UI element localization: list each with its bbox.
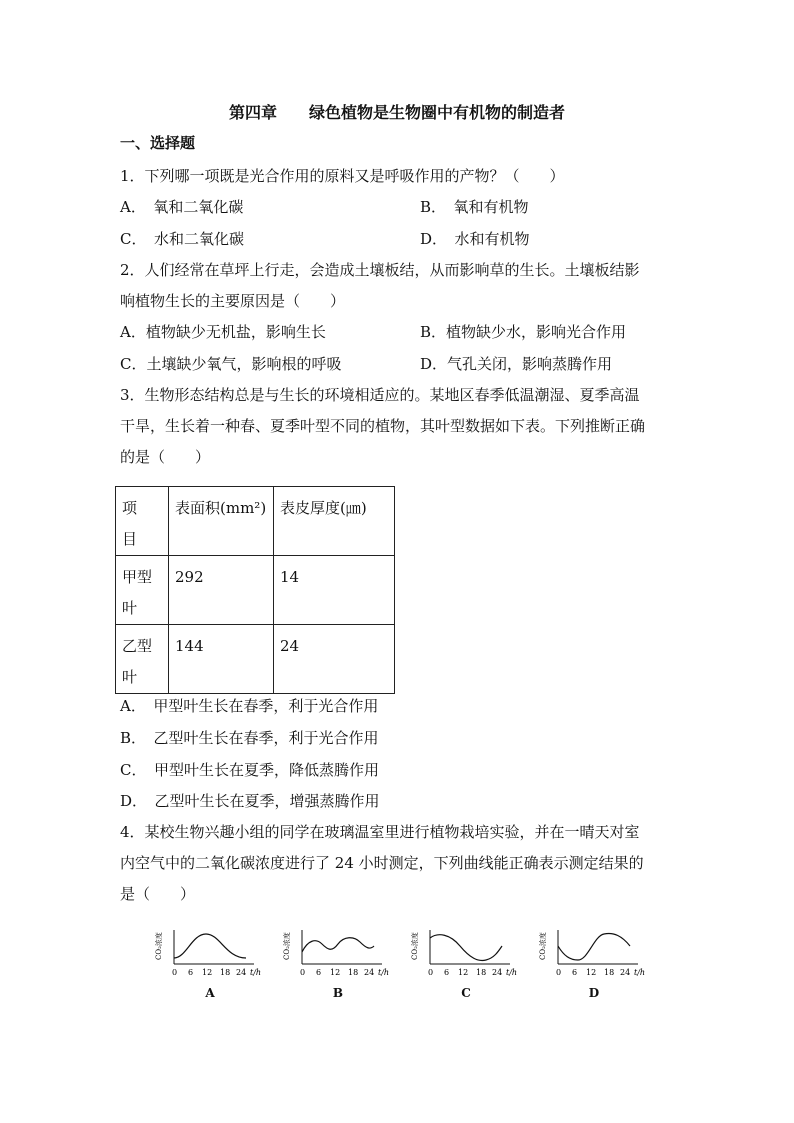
co2-graph-options (150, 922, 650, 1006)
q3-option-b[interactable]: B． 乙型叶生长在春季，利于光合作用 (120, 729, 379, 747)
row-label-part2: 叶 (122, 599, 138, 617)
graph-d-tick: 24 (620, 968, 631, 977)
graph-c-tick: 18 (476, 968, 487, 977)
graph-a-tick: 6 (188, 968, 194, 977)
cell-area-jia: 292 (169, 556, 274, 625)
table-header-thickness: 表皮厚度(㎛) (274, 487, 395, 556)
row-label-part1: 乙型 (122, 637, 153, 655)
q3-option-d[interactable]: D． 乙型叶生长在夏季，增强蒸腾作用 (120, 792, 380, 810)
graph-d-tick: 12 (586, 968, 597, 977)
graph-a-tick: 18 (220, 968, 231, 977)
graph-b-tick: 24 (364, 968, 375, 977)
graph-d-plot (534, 922, 654, 984)
graph-c-tick: 12 (458, 968, 469, 977)
graph-c-label: C (461, 986, 471, 1000)
graph-a-label: A (205, 986, 215, 1000)
q1-option-b[interactable]: B． 氧和有机物 (420, 198, 529, 216)
q2-option-b[interactable]: B．植物缺少水，影响光合作用 (420, 323, 627, 341)
q1-stem: 1．下列哪一项既是光合作用的原料又是呼吸作用的产物？（ ） (120, 167, 565, 185)
graph-d-tick: 6 (572, 968, 578, 977)
q4-stem-line1: 4．某校生物兴趣小组的同学在玻璃温室里进行植物栽培实验，并在一晴天对室 (120, 823, 640, 841)
q2-option-c[interactable]: C．土壤缺少氧气，影响根的呼吸 (120, 355, 342, 373)
q3-option-c[interactable]: C． 甲型叶生长在夏季，降低蒸腾作用 (120, 761, 379, 779)
q3-option-a[interactable]: A． 甲型叶生长在春季，利于光合作用 (120, 697, 379, 715)
q1-option-c[interactable]: C． 水和二氧化碳 (120, 230, 244, 248)
graph-a-tick: 0 (172, 968, 178, 977)
q2-option-a[interactable]: A．植物缺少无机盐，影响生长 (120, 323, 326, 341)
row-label-part2: 叶 (122, 668, 138, 686)
graph-b-tick: 12 (330, 968, 341, 977)
q4-stem-line2: 内空气中的二氧化碳浓度进行了 24 小时测定，下列曲线能正确表示测定结果的 (120, 854, 644, 872)
graph-c-tick: 6 (444, 968, 450, 977)
graph-b-label: B (332, 986, 344, 1000)
graph-d[interactable] (534, 922, 654, 1002)
cell-area-yi: 144 (169, 625, 274, 694)
table-row (116, 625, 395, 694)
q3-stem-line3: 的是（ ） (120, 448, 211, 466)
cell-thickness-yi: 24 (274, 625, 395, 694)
graph-c[interactable] (406, 922, 526, 1002)
row-label-yi (116, 625, 169, 694)
leaf-data-table (115, 486, 395, 694)
graph-a-tick: 24 (236, 968, 247, 977)
q3-stem-line2: 干旱，生长着一种春、夏季叶型不同的植物，其叶型数据如下表。下列推断正确 (120, 417, 646, 435)
graph-c-xunit: t/h (506, 968, 518, 977)
table-header-item (116, 487, 169, 556)
graph-b[interactable] (278, 922, 398, 1002)
graph-a-ylabel: CO₂浓度 (155, 932, 163, 960)
q1-option-d[interactable]: D． 水和有机物 (420, 230, 530, 248)
graph-d-tick: 18 (604, 968, 615, 977)
header-item-char1: 项 (122, 499, 138, 517)
q4-stem-line3: 是（ ） (120, 885, 196, 903)
header-item-char2: 目 (122, 530, 138, 548)
chapter-title: 第四章 绿色植物是生物圈中有机物的制造者 (228, 103, 565, 122)
graph-b-tick: 18 (348, 968, 359, 977)
graph-d-ylabel: CO₂浓度 (539, 932, 547, 960)
graph-c-plot (406, 922, 526, 984)
graph-a-xunit: t/h (250, 968, 262, 977)
table-row (116, 556, 395, 625)
q2-stem-line2: 响植物生长的主要原因是（ ） (120, 292, 346, 310)
graph-c-tick: 24 (492, 968, 503, 977)
q2-option-d[interactable]: D．气孔关闭，影响蒸腾作用 (420, 355, 613, 373)
graph-c-tick: 0 (428, 968, 434, 977)
table-header-area: 表面积(mm²) (169, 487, 274, 556)
graph-b-tick: 0 (300, 968, 306, 977)
q2-stem-line1: 2．人们经常在草坪上行走，会造成土壤板结，从而影响草的生长。土壤板结影 (120, 261, 640, 279)
graph-a[interactable] (150, 922, 270, 1002)
graph-c-ylabel: CO₂浓度 (411, 932, 419, 960)
row-label-part1: 甲型 (122, 568, 153, 586)
graph-d-tick: 0 (556, 968, 562, 977)
graph-d-xunit: t/h (634, 968, 646, 977)
q1-option-a[interactable]: A． 氧和二氧化碳 (120, 198, 244, 216)
graph-b-xunit: t/h (378, 968, 390, 977)
graph-a-tick: 12 (202, 968, 213, 977)
graph-b-tick: 6 (316, 968, 322, 977)
graph-b-plot (278, 922, 398, 984)
graph-b-ylabel: CO₂浓度 (283, 932, 291, 960)
table-header-row (116, 487, 395, 556)
section-heading: 一、选择题 (120, 134, 196, 152)
graph-d-label: D (588, 986, 600, 1000)
cell-thickness-jia: 14 (274, 556, 395, 625)
graph-a-plot (150, 922, 270, 984)
row-label-jia (116, 556, 169, 625)
q3-stem-line1: 3．生物形态结构总是与生长的环境相适应的。某地区春季低温潮湿、夏季高温 (120, 386, 640, 404)
